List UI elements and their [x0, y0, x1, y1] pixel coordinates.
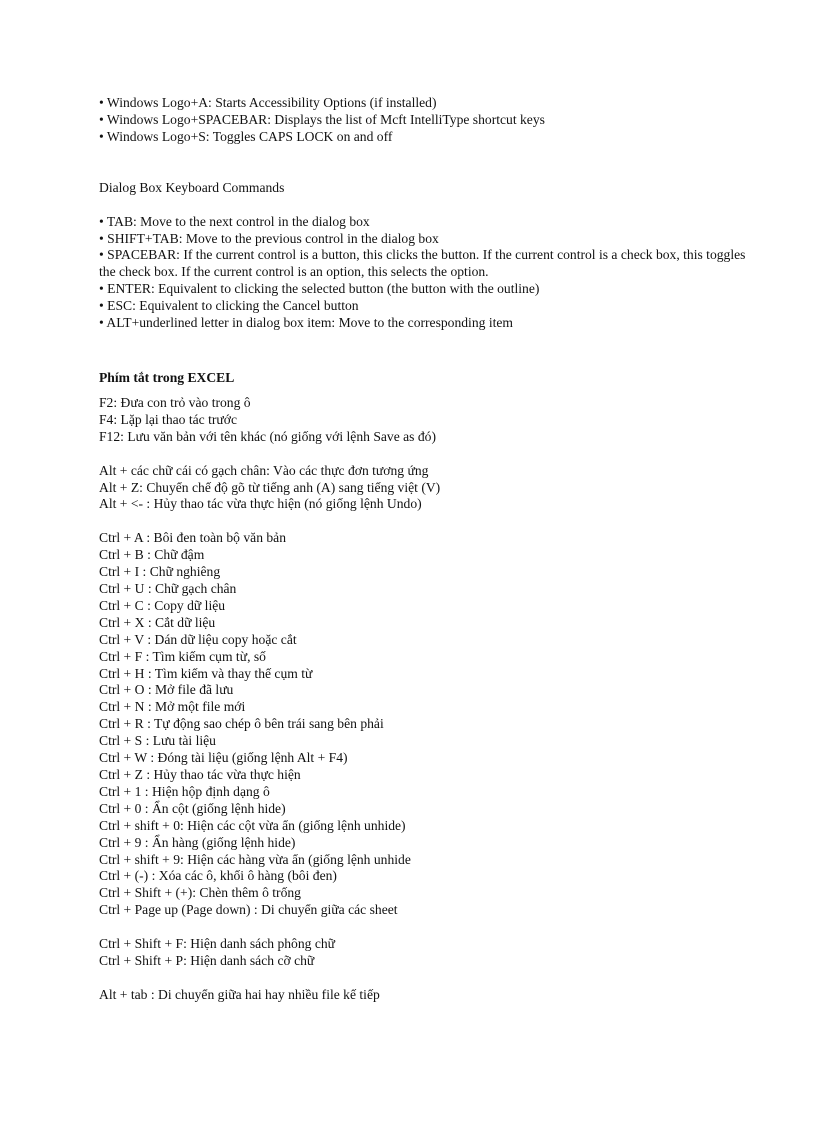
list-item: • Windows Logo+S: Toggles CAPS LOCK on and off — [99, 128, 393, 144]
list-item: Ctrl + N : Mở một file mới — [99, 699, 246, 715]
list-item: • ESC: Equivalent to clicking the Cancel button — [99, 298, 359, 314]
list-item: Ctrl + Page up (Page down) : Di chuyển giữa các sheet — [99, 902, 398, 918]
list-item: Alt + <- : Hủy thao tác vừa thực hiện (nó giống lệnh Undo) — [99, 496, 422, 512]
list-item: • ENTER: Equivalent to clicking the selected button (the button with the outline) — [99, 281, 540, 297]
list-item: Ctrl + C : Copy dữ liệu — [99, 597, 226, 613]
list-item: Ctrl + S : Lưu tài liệu — [99, 733, 216, 749]
list-item: • TAB: Move to the next control in the dialog box — [99, 213, 370, 229]
dialog-shortcuts — [99, 214, 756, 332]
excel-alt-shortcuts — [99, 463, 756, 514]
list-item: Ctrl + I : Chữ nghiêng — [99, 564, 221, 580]
dialog-section-title: Dialog Box Keyboard Commands — [99, 179, 285, 195]
list-item: • SHIFT+TAB: Move to the previous control in the dialog box — [99, 230, 439, 246]
list-item: Ctrl + Shift + (+): Chèn thêm ô trống — [99, 885, 301, 901]
list-item: Ctrl + Z : Hủy thao tác vừa thực hiện — [99, 767, 301, 782]
list-item: F12: Lưu văn bản với tên khác (nó giống với lệnh Save as đó) — [99, 428, 436, 444]
windows-logo-shortcuts — [99, 95, 756, 146]
list-item: • Windows Logo+A: Starts Accessibility Options (if installed) — [99, 95, 437, 110]
alt-tab-shortcut: Alt + tab : Di chuyển giữa hai hay nhiều file kế tiếp — [99, 986, 380, 1002]
list-item: Ctrl + B : Chữ đậm — [99, 547, 205, 563]
list-item: Ctrl + R : Tự động sao chép ô bên trái sang bên phải — [99, 716, 384, 732]
list-item: • SPACEBAR: If the current control is a button, this clicks the button. If the current control is a check box, this toggles the check box. If the current control is an option, this selects the option. — [99, 247, 746, 280]
list-item: Ctrl + X : Cắt dữ liệu — [99, 614, 216, 630]
list-item: • Windows Logo+SPACEBAR: Displays the list of Mcft IntelliType shortcut keys — [99, 111, 545, 127]
list-item: Alt + Z: Chuyển chế độ gõ từ tiếng anh (A) sang tiếng việt (V) — [99, 479, 441, 495]
list-item: Ctrl + V : Dán dữ liệu copy hoặc cắt — [99, 631, 297, 647]
list-item: Ctrl + Shift + F: Hiện danh sách phông chữ — [99, 936, 336, 952]
list-item: Ctrl + U : Chữ gạch chân — [99, 581, 237, 597]
excel-function-keys — [99, 395, 756, 446]
list-item: Ctrl + (-) : Xóa các ô, khối ô hàng (bôi đen) — [99, 868, 337, 884]
list-item: • ALT+underlined letter in dialog box item: Move to the corresponding item — [99, 315, 513, 331]
list-item: Ctrl + 1 : Hiện hộp định dạng ô — [99, 783, 270, 799]
list-item: Ctrl + H : Tìm kiếm và thay thế cụm từ — [99, 665, 313, 681]
list-item: Ctrl + shift + 0: Hiện các cột vừa ẩn (giống lệnh unhide) — [99, 817, 406, 833]
excel-section-title: Phím tắt trong EXCEL — [99, 369, 235, 385]
list-item: Ctrl + shift + 9: Hiện các hàng vừa ẩn (giống lệnh unhide — [99, 851, 411, 867]
excel-ctrl-shift-shortcuts — [99, 936, 756, 970]
excel-ctrl-shortcuts — [99, 530, 756, 919]
list-item: Ctrl + O : Mở file đã lưu — [99, 682, 234, 698]
list-item: Ctrl + 0 : Ẩn cột (giống lệnh hide) — [99, 800, 286, 816]
list-item: Ctrl + Shift + P: Hiện danh sách cỡ chữ — [99, 953, 315, 969]
list-item: F2: Đưa con trỏ vào trong ô — [99, 394, 251, 410]
list-item: Ctrl + F : Tìm kiếm cụm từ, số — [99, 648, 266, 664]
list-item: Ctrl + W : Đóng tài liệu (giống lệnh Alt + F4) — [99, 750, 348, 766]
list-item: Alt + các chữ cái có gạch chân: Vào các thực đơn tương ứng — [99, 462, 429, 478]
list-item: Ctrl + A : Bôi đen toàn bộ văn bản — [99, 530, 287, 546]
list-item: F4: Lặp lại thao tác trước — [99, 411, 237, 427]
list-item: Ctrl + 9 : Ẩn hàng (giống lệnh hide) — [99, 834, 296, 850]
